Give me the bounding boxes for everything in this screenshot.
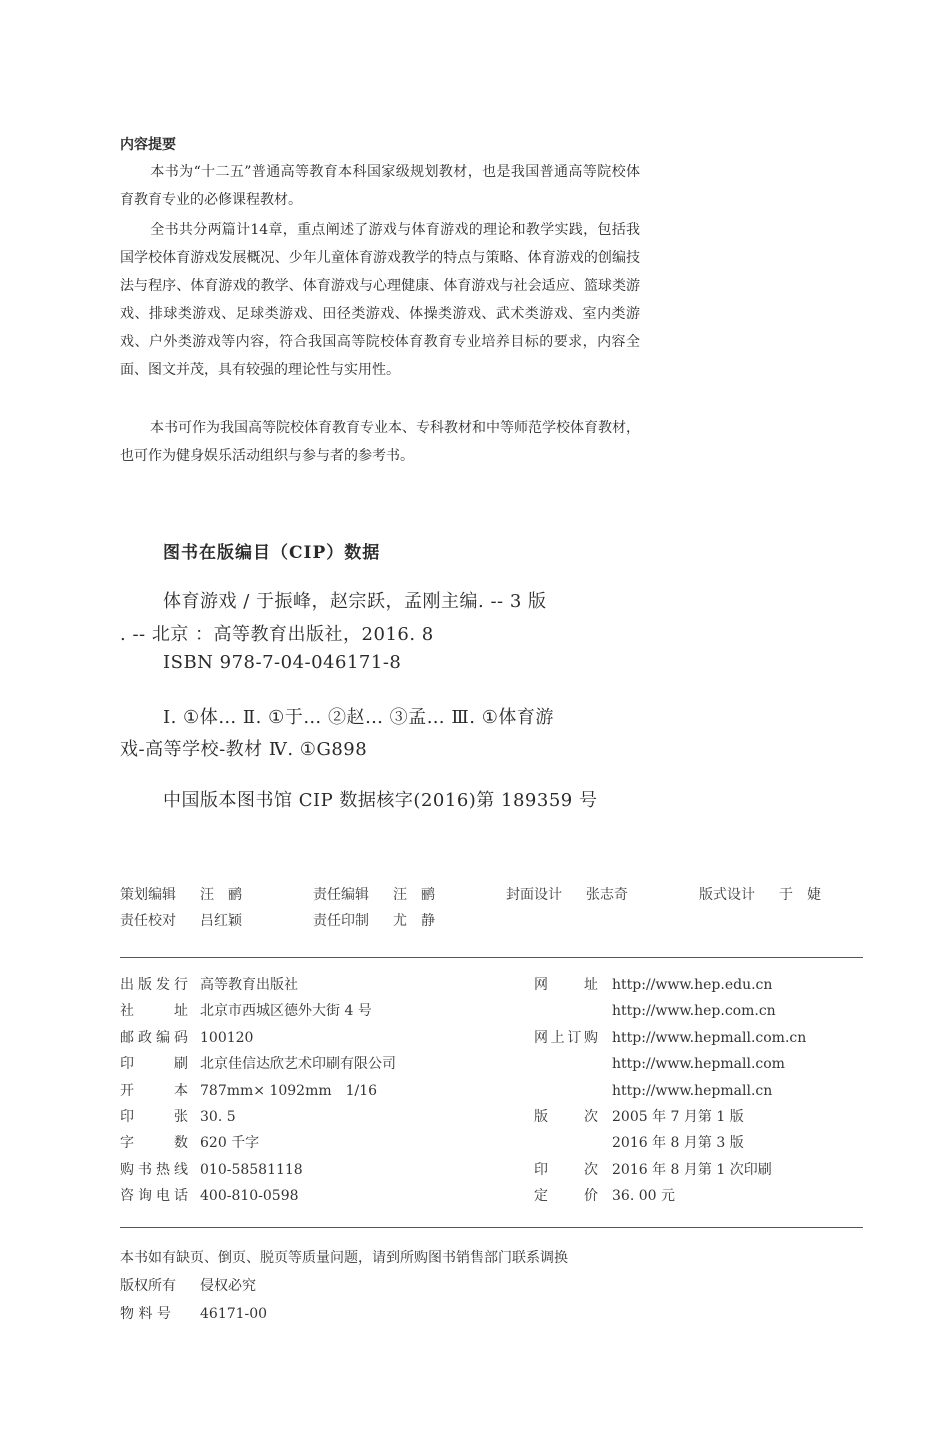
publication-right-column bbox=[534, 972, 806, 1210]
credit-print-manager: 责任印制 尤 静 bbox=[313, 913, 435, 929]
pub-row: 开 本 787mm× 1092mm 1/16 bbox=[120, 1082, 378, 1099]
pub-row: http://www.hep.com.cn bbox=[612, 1003, 776, 1020]
cip-classification-1: Ⅰ. ①体… Ⅱ. ①于… ②赵… ③孟… Ⅲ. ①体育游 bbox=[163, 707, 554, 728]
quality-notice: 本书如有缺页、倒页、脱页等质量问题，请到所购图书销售部门联系调换 bbox=[120, 1250, 568, 1266]
pub-row: 2016 年 8 月第 3 版 bbox=[612, 1135, 744, 1152]
summary-paragraph-1: 本书为“十二五”普通高等教育本科国家级规划教材，也是我国普通高等院校体育教育专业的必修课程教材。 bbox=[120, 164, 640, 208]
pub-row: 网上订购 http://www.hepmall.com.cn bbox=[534, 1029, 807, 1046]
pub-row: 出版发行 高等教育出版社 bbox=[120, 977, 298, 993]
cip-title-line: 体育游戏 / 于振峰，赵宗跃，孟刚主编. -- 3 版 bbox=[163, 591, 547, 612]
pub-row: 印 刷 北京佳信达欣艺术印刷有限公司 bbox=[120, 1056, 396, 1073]
pub-row: 印 张 30. 5 bbox=[120, 1108, 236, 1125]
cip-classification-2: 戏-高等学校-教材 Ⅳ. ①G898 bbox=[120, 739, 368, 760]
cip-title: 图书在版编目（CIP）数据 bbox=[163, 543, 381, 563]
pub-row: 购书热线 010-58581118 bbox=[120, 1161, 303, 1178]
credit-cover-design: 封面设计 张志奇 bbox=[506, 887, 628, 903]
pub-row: 字 数 620 千字 bbox=[120, 1135, 260, 1152]
pub-row: 网 址 http://www.hep.edu.cn bbox=[534, 977, 773, 993]
summary-paragraph-2: 全书共分两篇计14章，重点阐述了游戏与体育游戏的理论和教学实践，包括我国学校体育游戏发展概况、少年儿童体育游戏教学的特点与策略、体育游戏的创编技法与程序、体育游戏的教学、体育游戏与心理健康、体育游戏与社会适应、篮球类游戏、排球类游戏、足球类游戏、田径类游戏、体操类游戏、武术类游戏、室内类游戏、户外类游戏等内容，符合我国高等院校体育教育专业培养目标的要求，内容全面、图文并茂，具有较强的理论性与实用性。 bbox=[120, 222, 640, 378]
summary-heading: 内容提要 bbox=[120, 137, 176, 153]
credit-proofreader: 责任校对 吕红颖 bbox=[120, 913, 242, 929]
pub-row: 印 次 2016 年 8 月第 1 次印刷 bbox=[534, 1161, 772, 1178]
pub-row: 定 价 36. 00 元 bbox=[534, 1188, 675, 1205]
pub-row: 社 址 北京市西城区德外大街 4 号 bbox=[120, 1003, 372, 1020]
pub-row: http://www.hepmall.cn bbox=[612, 1082, 773, 1099]
divider-bottom bbox=[120, 1227, 863, 1228]
pub-row: http://www.hepmall.com bbox=[612, 1056, 785, 1073]
pub-row: 邮政编码 100120 bbox=[120, 1029, 254, 1046]
summary-paragraph-3: 本书可作为我国高等院校体育教育专业本、专科教材和中等师范学校体育教材，也可作为健身娱乐活动组织与参与者的参考书。 bbox=[120, 420, 640, 464]
pub-row: 咨询电话 400-810-0598 bbox=[120, 1188, 299, 1205]
credit-responsible-editor: 责任编辑 汪 鹂 bbox=[313, 887, 435, 903]
publication-left-column bbox=[120, 972, 396, 1210]
copyright-line: 版权所有 侵权必究 bbox=[120, 1278, 256, 1294]
cip-number: 中国版本图书馆 CIP 数据核字(2016)第 189359 号 bbox=[163, 790, 598, 811]
divider-top bbox=[120, 957, 863, 958]
material-number-line: 物 料 号 46171-00 bbox=[120, 1306, 268, 1322]
cip-isbn: ISBN 978-7-04-046171-8 bbox=[163, 652, 402, 673]
cip-publisher-line: . -- 北京 ：高等教育出版社，2016. 8 bbox=[120, 624, 434, 645]
pub-row: 版 次 2005 年 7 月第 1 版 bbox=[534, 1108, 744, 1125]
credit-planning-editor: 策划编辑 汪 鹂 bbox=[120, 887, 242, 903]
credit-layout-design: 版式设计 于 婕 bbox=[699, 887, 821, 903]
